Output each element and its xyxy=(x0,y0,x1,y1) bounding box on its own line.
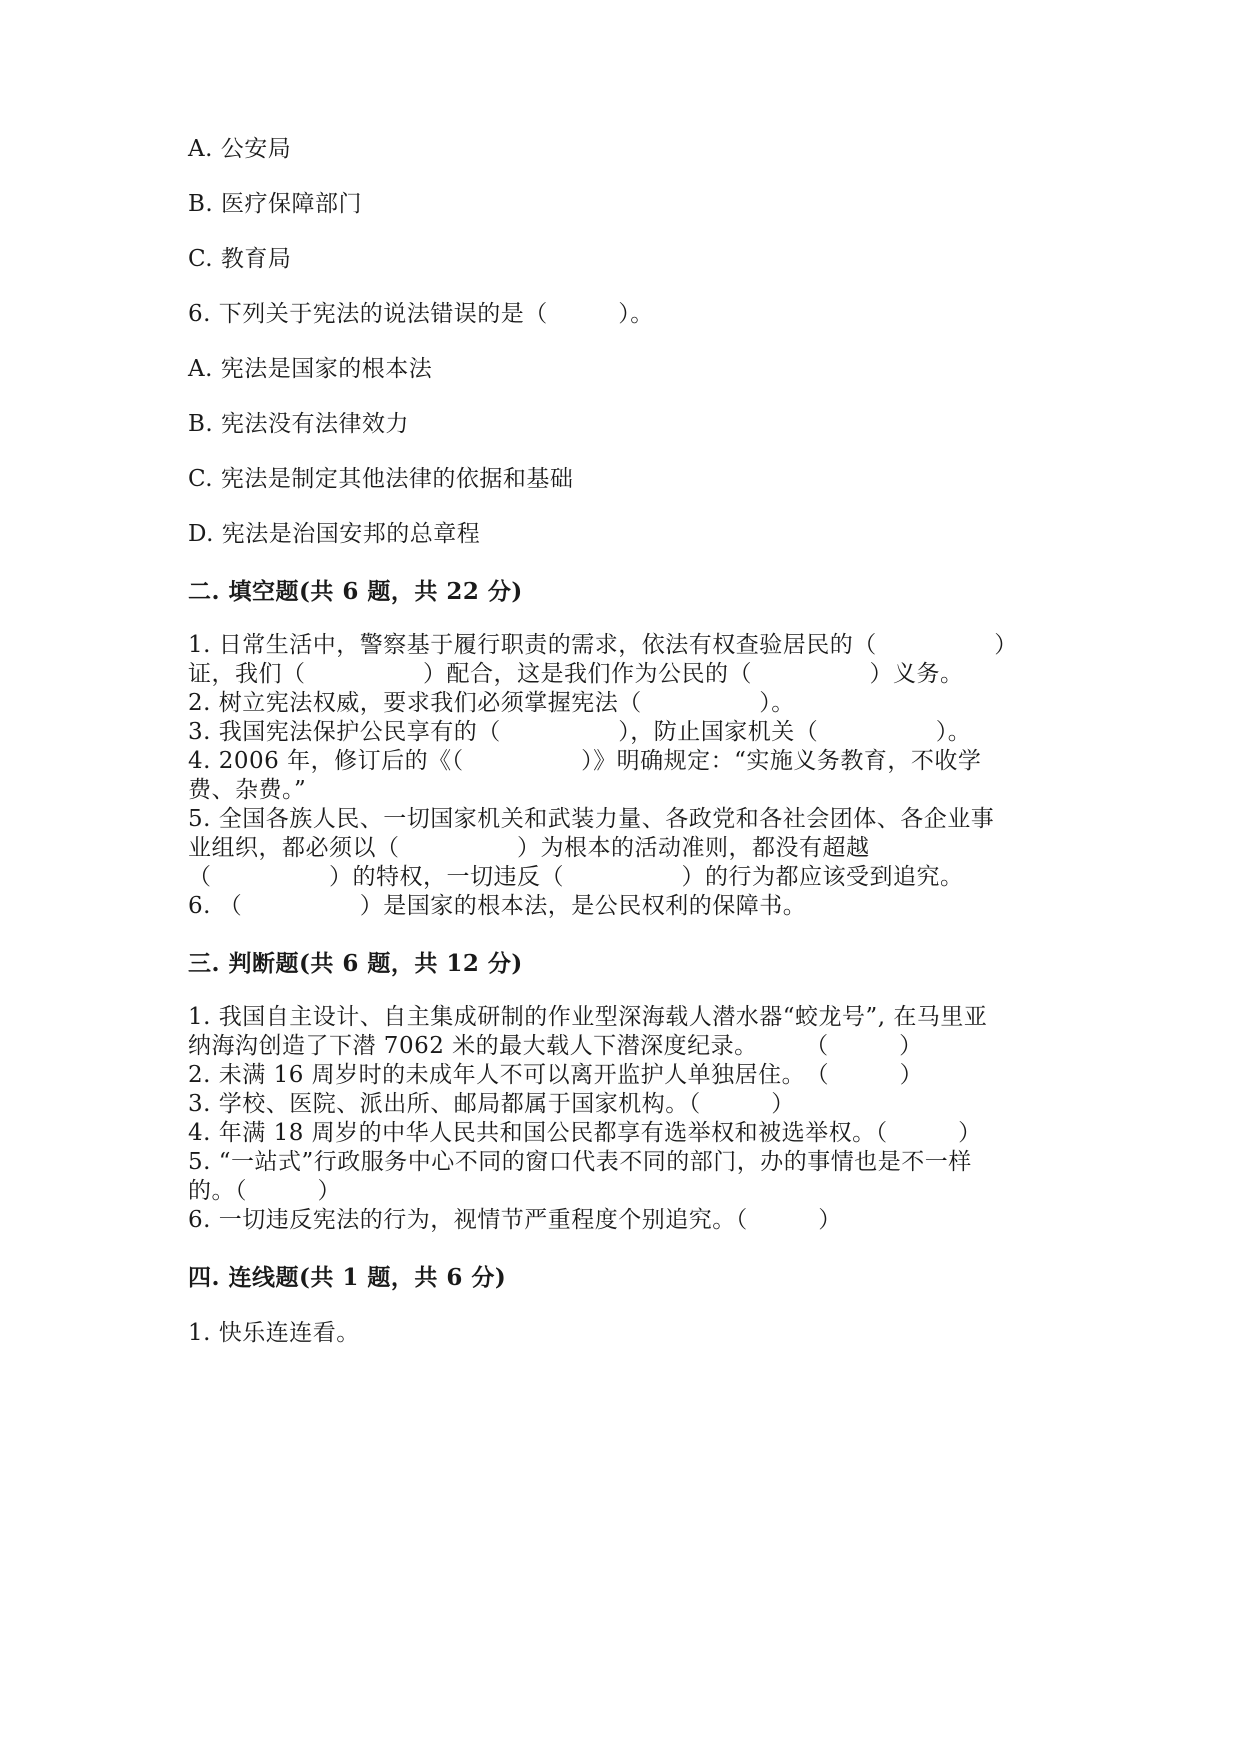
judge-line: 5. “一站式”行政服务中心不同的窗口代表不同的部门，办的事情也是不一样 xyxy=(188,1149,972,1175)
fill-line: 3. 我国宪法保护公民享有的（ ），防止国家机关（ ）。 xyxy=(188,719,972,745)
q5-option-a: A. 公安局 xyxy=(188,136,292,162)
judge-line: 2. 未满 16 周岁时的未成年人不可以离开监护人单独居住。 （ ） xyxy=(188,1062,924,1088)
judge-line: 1. 我国自主设计、自主集成研制的作业型深海载人潜水器“蛟龙号”, 在马里亚 xyxy=(188,1004,988,1030)
section-heading-fill: 二. 填空题(共 6 题，共 22 分) xyxy=(188,578,523,605)
q5-option-b: B. 医疗保障部门 xyxy=(188,191,363,217)
fill-line: 6. （ ）是国家的根本法，是公民权利的保障书。 xyxy=(188,893,807,919)
fill-line: （ ）的特权，一切违反（ ）的行为都应该受到追究。 xyxy=(188,864,964,890)
q5-option-c: C. 教育局 xyxy=(188,246,292,272)
fill-line: 4. 2006 年，修订后的《（ ）》明确规定：“实施义务教育，不收学 xyxy=(188,748,982,774)
section-heading-judge: 三. 判断题(共 6 题，共 12 分) xyxy=(188,950,523,977)
q6-option-c: C. 宪法是制定其他法律的依据和基础 xyxy=(188,466,574,492)
judge-line: 6. 一切违反宪法的行为，视情节严重程度个别追究。（ ） xyxy=(188,1207,842,1233)
fill-line: 5. 全国各族人民、一切国家机关和武装力量、各政党和各社会团体、各企业事 xyxy=(188,806,995,832)
judge-line: 纳海沟创造了下潜 7062 米的最大载人下潜深度纪录。 （ ） xyxy=(188,1033,923,1059)
q6-stem: 6. 下列关于宪法的说法错误的是（ ）。 xyxy=(188,301,654,327)
fill-line: 业组织，都必须以（ ）为根本的活动准则，都没有超越 xyxy=(188,835,870,861)
q6-option-b: B. 宪法没有法律效力 xyxy=(188,411,410,437)
fill-line: 2. 树立宪法权威，要求我们必须掌握宪法（ ）。 xyxy=(188,690,795,716)
match-question: 1. 快乐连连看。 xyxy=(188,1320,360,1346)
q6-option-d: D. 宪法是治国安邦的总章程 xyxy=(188,521,481,547)
judge-line: 3. 学校、医院、派出所、邮局都属于国家机构。（ ） xyxy=(188,1091,795,1117)
judge-line: 的。（ ） xyxy=(188,1178,341,1204)
fill-line: 费、杂费。” xyxy=(188,777,307,803)
fill-line: 1. 日常生活中，警察基于履行职责的需求，依法有权查验居民的（ ） xyxy=(188,632,1018,658)
fill-line: 证，我们（ ）配合，这是我们作为公民的（ ）义务。 xyxy=(188,661,964,687)
section-heading-match: 四. 连线题(共 1 题，共 6 分) xyxy=(188,1264,507,1291)
q6-option-a: A. 宪法是国家的根本法 xyxy=(188,356,433,382)
judge-line: 4. 年满 18 周岁的中华人民共和国公民都享有选举权和被选举权。（ ） xyxy=(188,1120,982,1146)
